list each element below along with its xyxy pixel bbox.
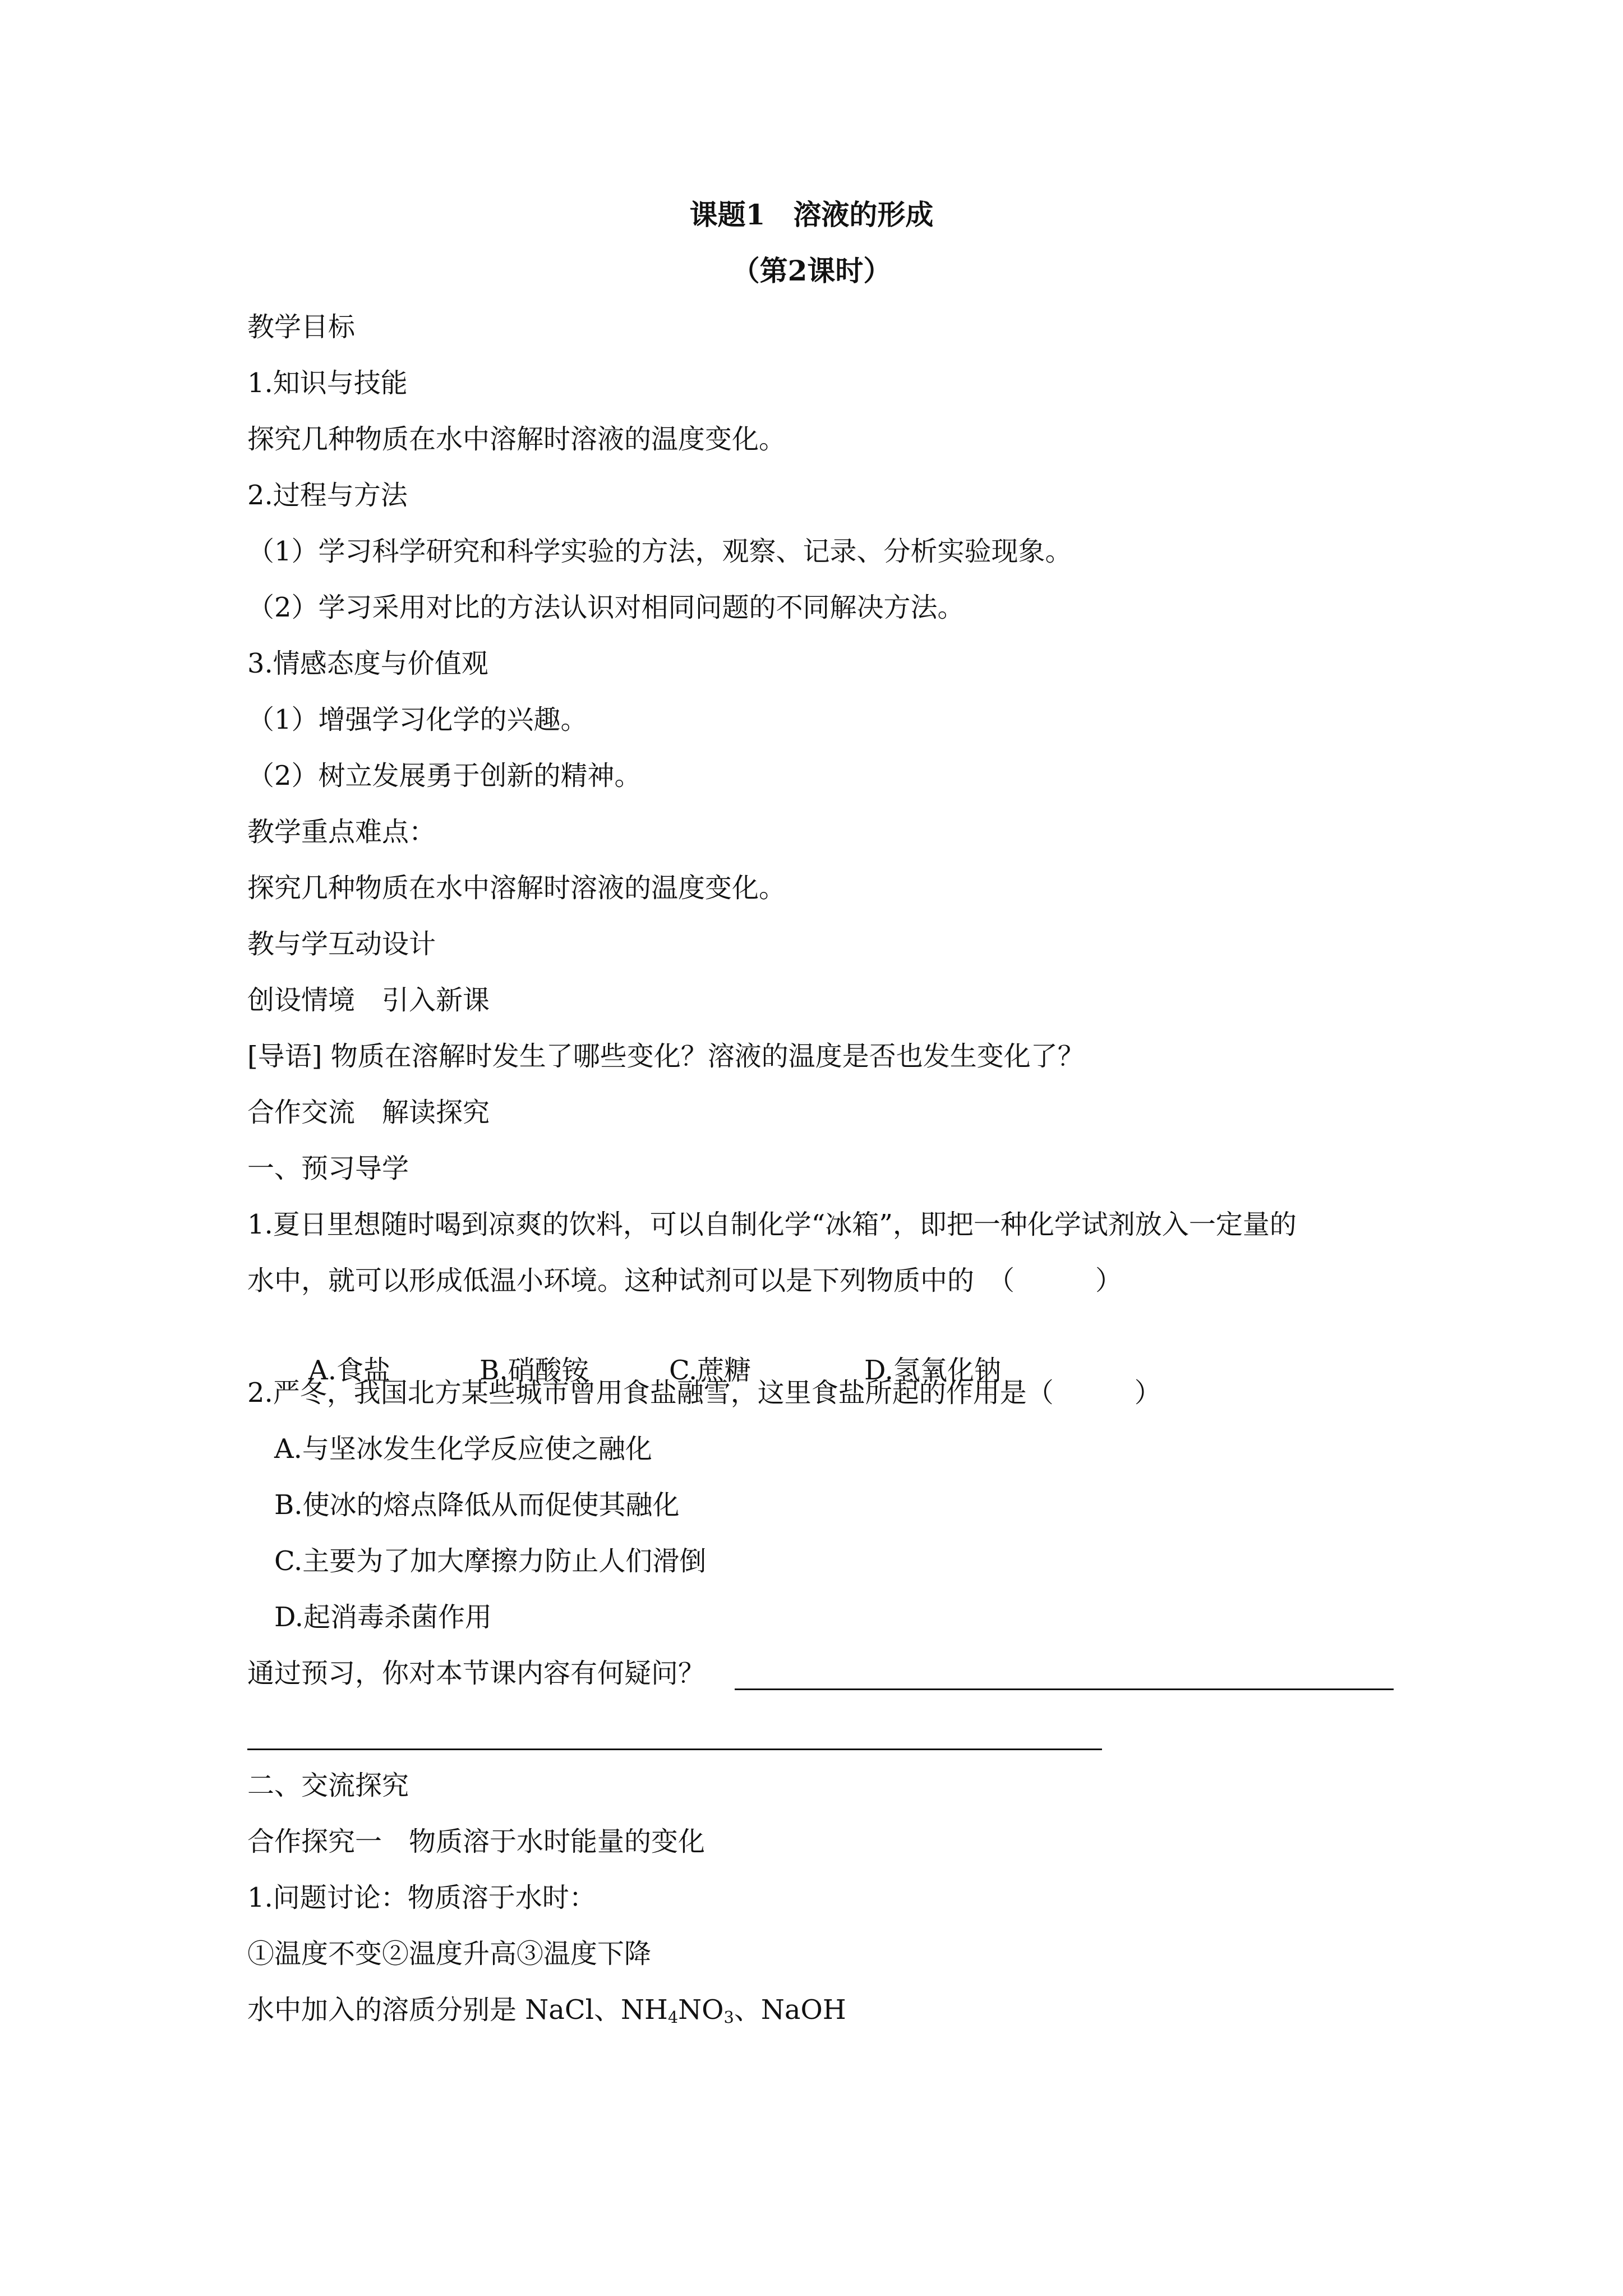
option-b: B.硝酸铵 — [479, 1355, 589, 1386]
process-heading: 2.过程与方法 — [247, 480, 408, 511]
key-points-text: 探究几种物质在水中溶解时溶液的温度变化。 — [247, 872, 786, 904]
question-2-option-c: C.主要为了加大摩擦力防止人们滑倒 — [274, 1545, 707, 1577]
solutes-text: 水中加入的溶质分别是 NaCl、$NH_4NO_3$、NaOH — [247, 1994, 846, 2027]
coop1-heading: 合作探究一 物质溶于水时能量的变化 — [247, 1826, 706, 1857]
preview-heading: 一、预习导学 — [247, 1153, 409, 1184]
question-1-line-1: 1.夏日里想随时喝到凉爽的饮料，可以自制化学“冰箱”，即把一种化学试剂放入一定量的 — [247, 1209, 1297, 1240]
question-2-option-b: B.使冰的熔点降低从而促使其融化 — [274, 1489, 680, 1521]
temperature-choices: ①温度不变②温度升高③温度下降 — [247, 1938, 652, 1970]
knowledge-text: 探究几种物质在水中溶解时溶液的温度变化。 — [247, 424, 786, 455]
process-item-2: （2）学习采用对比的方法认识对相同问题的不同解决方法。 — [247, 592, 965, 623]
question-2-option-a: A.与坚冰发生化学反应使之融化 — [274, 1433, 652, 1465]
explore-heading: 二、交流探究 — [247, 1770, 409, 1801]
option-c: C.蔗糖 — [669, 1355, 751, 1386]
key-points-heading: 教学重点难点： — [247, 816, 436, 848]
page-subtitle: （第2课时） — [731, 254, 892, 287]
guide-text: [导语] 物质在溶解时发生了哪些变化？溶液的温度是否也发生变化了？ — [247, 1041, 1085, 1072]
intro-heading: 创设情境 引入新课 — [247, 984, 490, 1016]
question-prompt: 通过预习，你对本节课内容有何疑问？ — [247, 1658, 706, 1689]
attitude-heading: 3.情感态度与价值观 — [247, 648, 488, 679]
attitude-item-1: （1）增强学习化学的兴趣。 — [247, 704, 588, 735]
option-a: A.食盐 — [308, 1355, 390, 1386]
option-d: D.氢氧化钠 — [864, 1355, 1002, 1386]
question-2-stem: 2.严冬，我国北方某些城市曾用食盐融雪，这里食盐所起的作用是（ ） — [247, 1377, 1161, 1409]
page-title: 课题1 溶液的形成 — [689, 198, 934, 231]
question-1-line-2: 水中，就可以形成低温小环境。这种试剂可以是下列物质中的 （ ） — [247, 1265, 1123, 1296]
knowledge-heading: 1.知识与技能 — [247, 367, 408, 399]
coop-heading: 合作交流 解读探究 — [247, 1097, 490, 1128]
objectives-heading: 教学目标 — [247, 311, 356, 343]
discussion-text: 1.问题讨论：物质溶于水时： — [247, 1882, 596, 1913]
question-2-option-d: D.起消毒杀菌作用 — [274, 1602, 492, 1633]
process-item-1: （1）学习科学研究和科学实验的方法，观察、记录、分析实验现象。 — [247, 536, 1072, 567]
answer-blank-line-1[interactable] — [735, 1688, 1394, 1690]
attitude-item-2: （2）树立发展勇于创新的精神。 — [247, 760, 642, 792]
design-heading: 教与学互动设计 — [247, 928, 436, 960]
answer-blank-line-2[interactable] — [247, 1749, 1102, 1750]
